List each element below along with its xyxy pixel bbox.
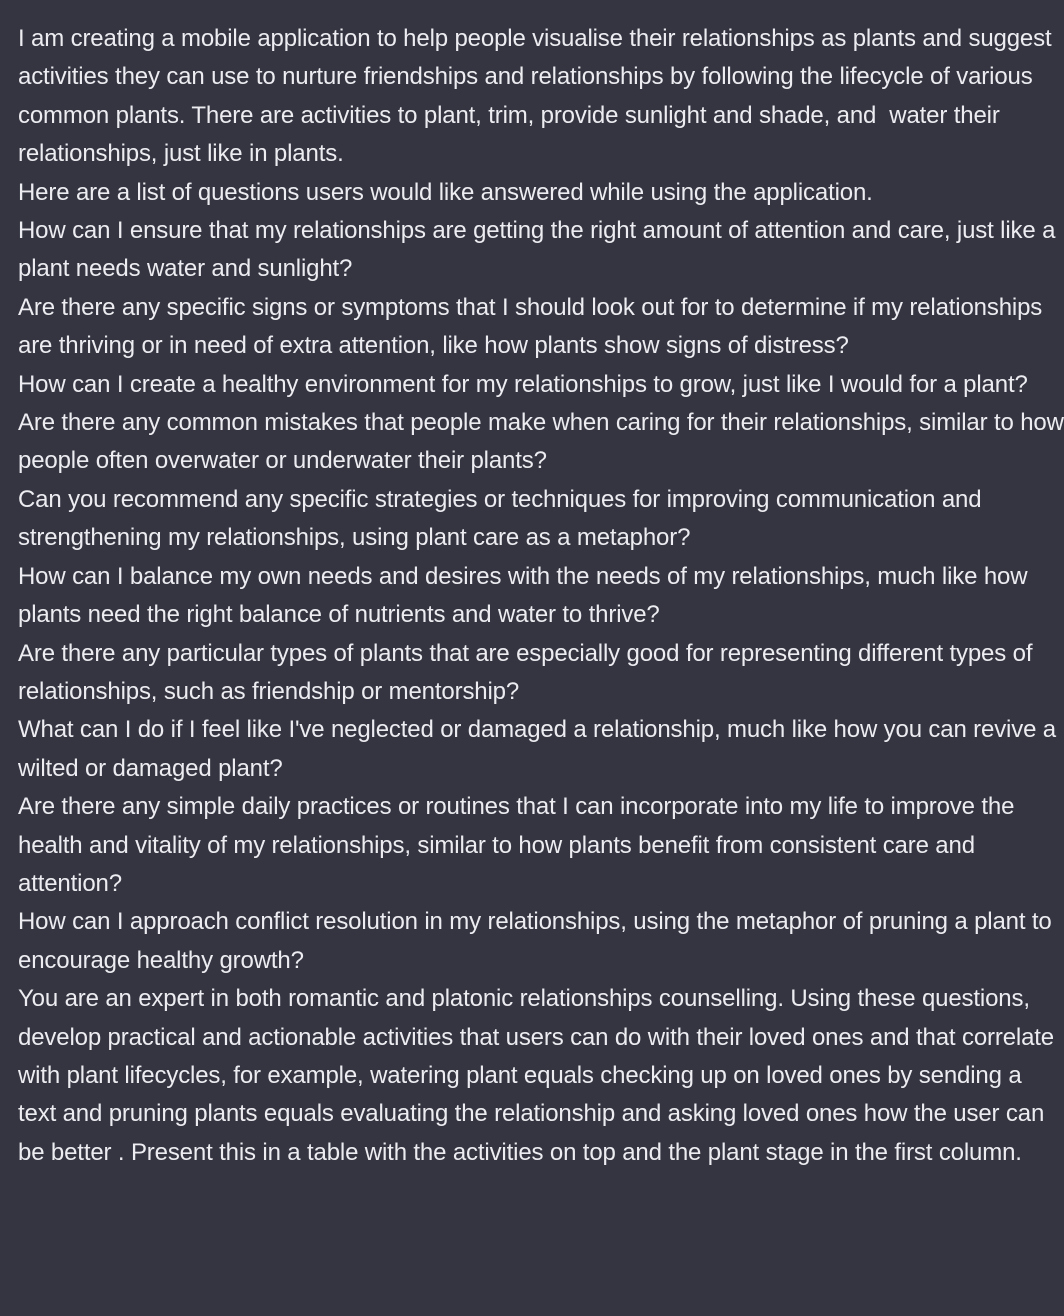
message-question: How can I balance my own needs and desires with the needs of my relationships, much like how plants need the right balance of nutrients and water to thrive? — [18, 562, 1034, 629]
message-paragraph-instructions: You are an expert in both romantic and platonic relationships counselling. Using these questions, develop practical and actionable activities that users can do with their loved ones and that correlate with plant lifecycles, for example, watering plant equals checking up on loved ones by sending a text and pruning plants equals evaluating the relationship and asking loved ones how the user can be better . Present this in a table with the activities on top and the plant stage in the first column. — [18, 985, 1061, 1166]
message-question: Are there any simple daily practices or routines that I can incorporate into my life to improve the health and vitality of my relationships, similar to how plants benefit from consistent care and attention? — [18, 793, 1021, 897]
message-question: Are there any common mistakes that people make when caring for their relationships, similar to how people often overwater or underwater their plants? — [18, 409, 1064, 475]
message-paragraph-questions-intro: Here are a list of questions users would like answered while using the application. — [18, 178, 873, 206]
message-question: Can you recommend any specific strategies or techniques for improving communication and strengthening my relationships, using plant care as a metaphor? — [18, 485, 988, 552]
message-paragraph-intro: I am creating a mobile application to help people visualise their relationships as plants and suggest activities they can use to nurture friendships and relationships by following the lifecycle of various common plants. There are activities to plant, trim, provide sunlight and shade, and water their relationships, just like in plants. — [18, 25, 1059, 168]
message-question: How can I create a healthy environment for my relationships to grow, just like I would for a plant? — [18, 370, 1028, 398]
message-question: Are there any specific signs or symptoms that I should look out for to determine if my relationships are thriving or in need of extra attention, like how plants show signs of distress? — [18, 293, 1049, 360]
message-question: How can I ensure that my relationships are getting the right amount of attention and care, just like a plant needs water and sunlight? — [18, 217, 1062, 283]
message-question: What can I do if I feel like I've neglected or damaged a relationship, much like how you can revive a wilted or damaged plant? — [18, 716, 1063, 782]
message-question: How can I approach conflict resolution in my relationships, using the metaphor of pruning a plant to encourage healthy growth? — [18, 908, 1059, 974]
message-question: Are there any particular types of plants that are especially good for representing different types of relationships, such as friendship or mentorship? — [18, 639, 1039, 705]
